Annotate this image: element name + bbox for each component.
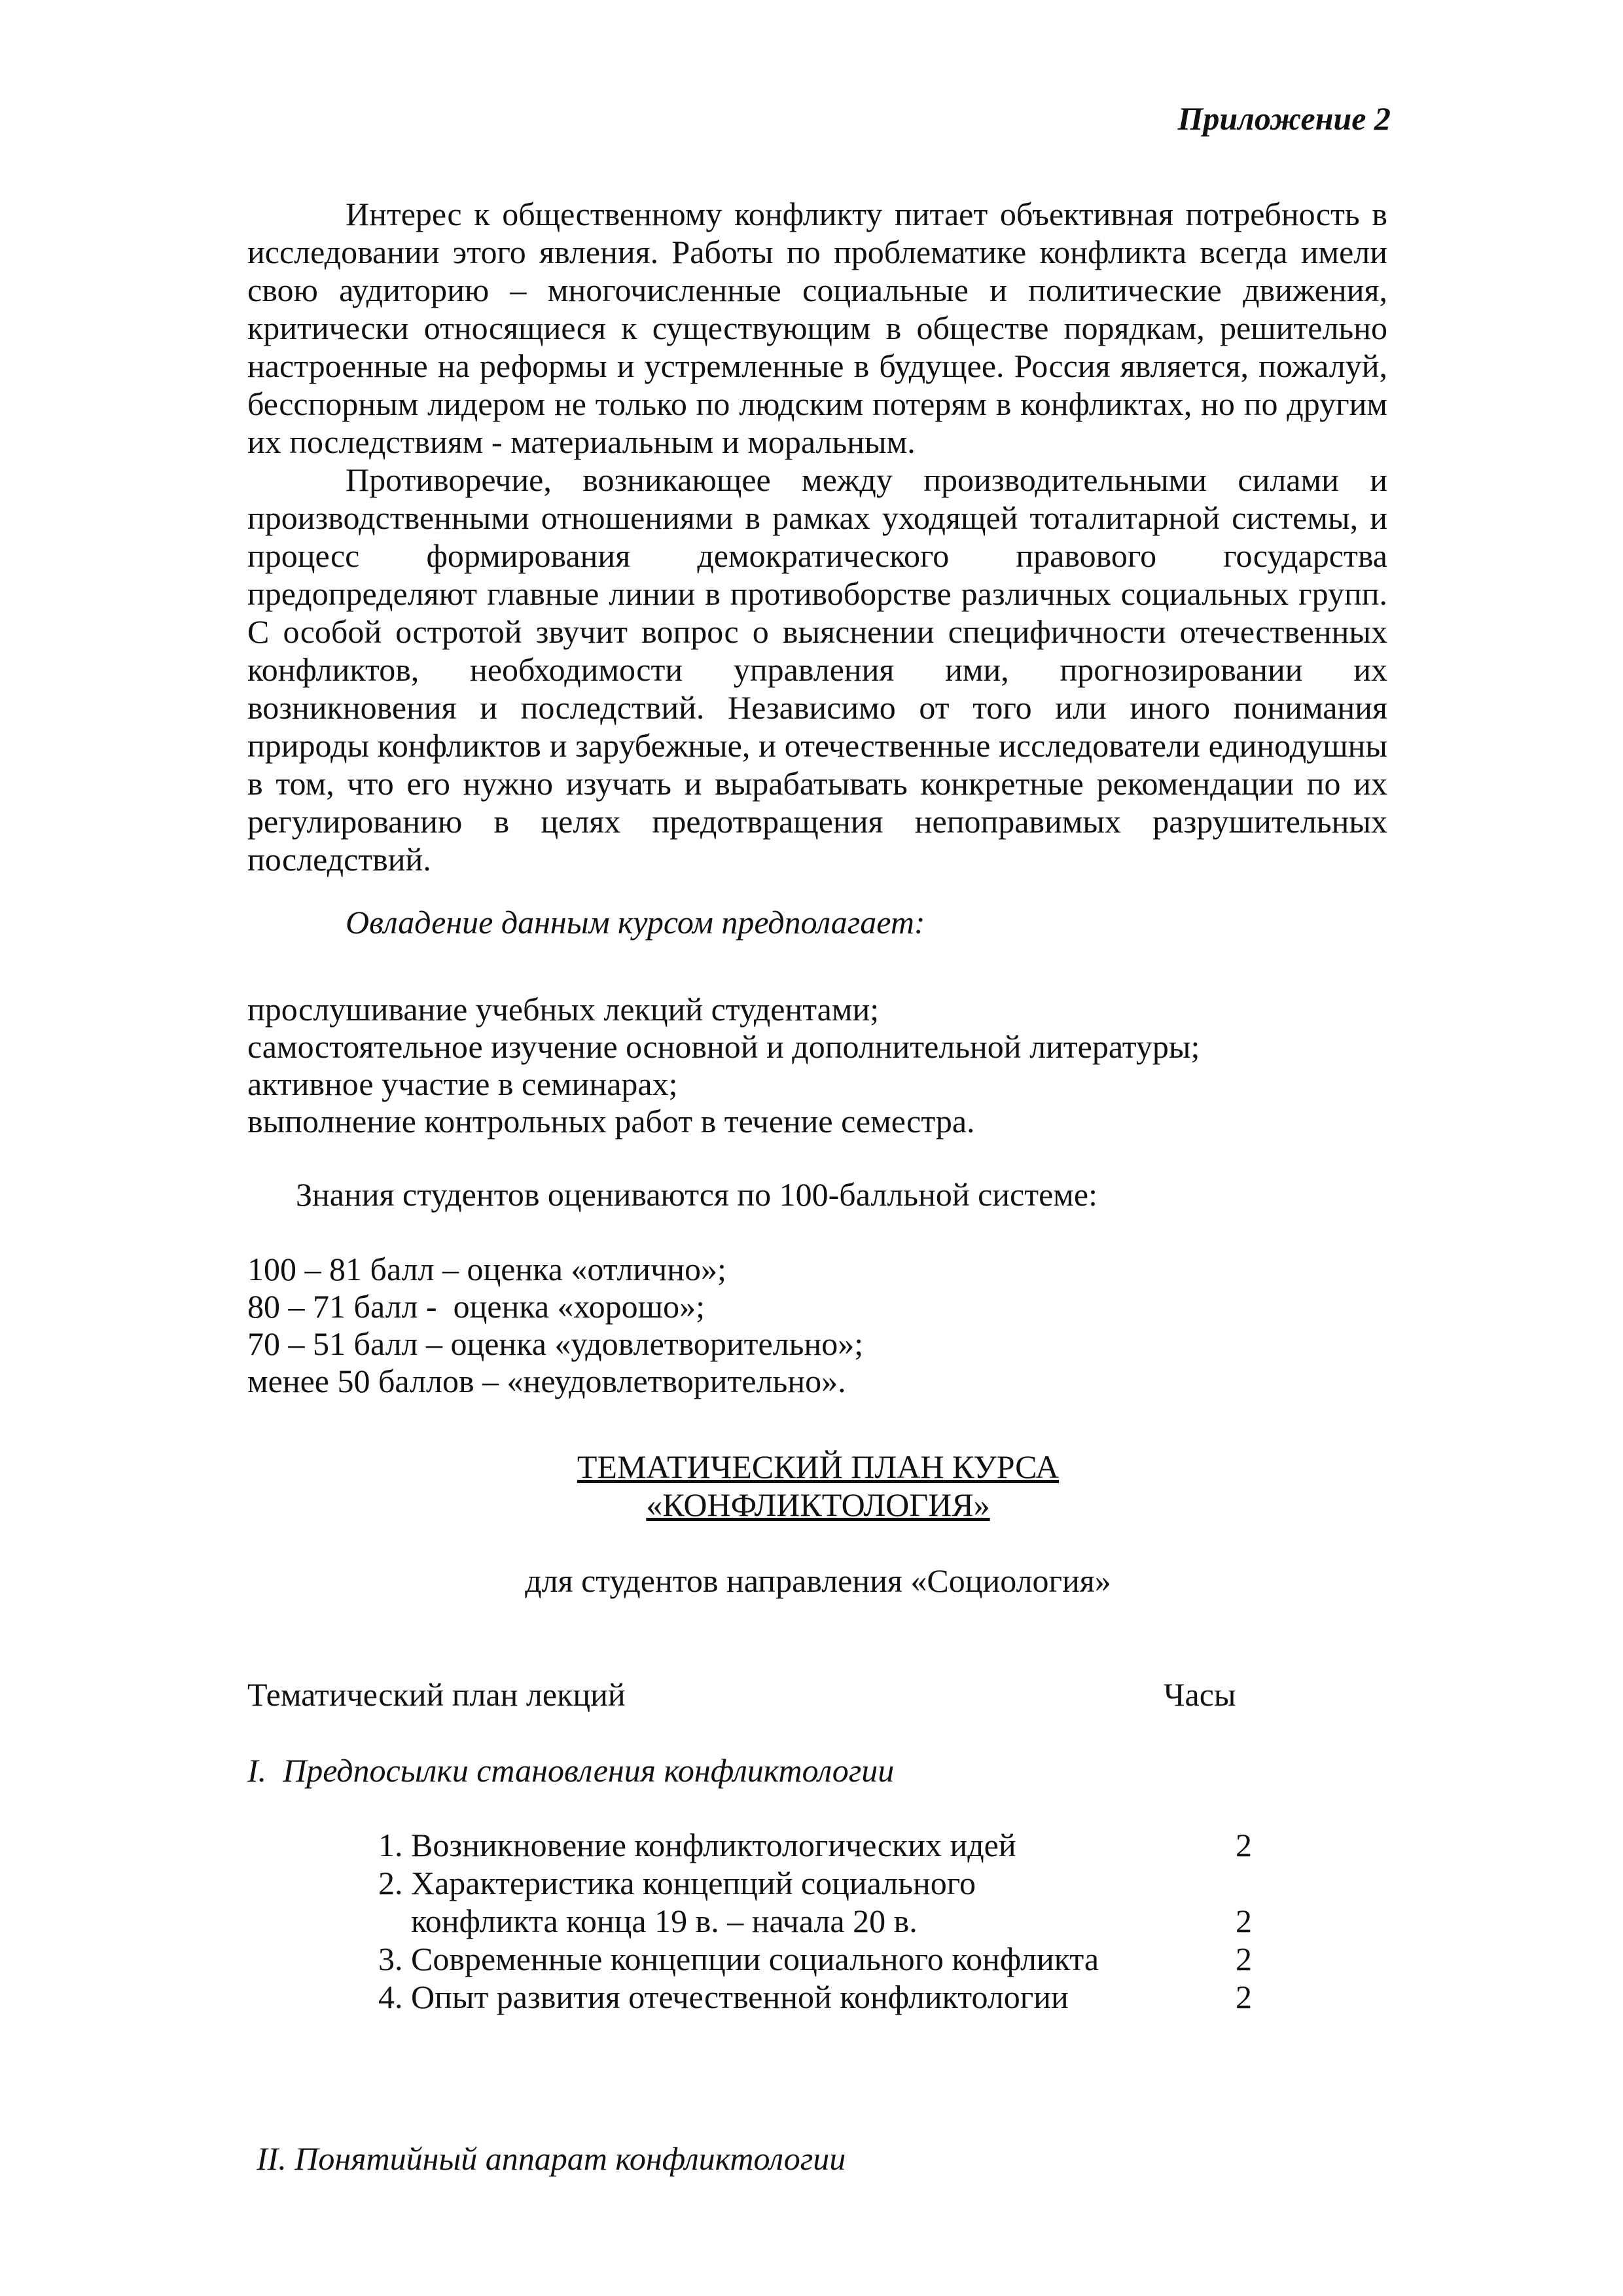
section-title-2: II. Понятийный аппарат конфликтологии xyxy=(257,2140,846,2177)
plan-audience: для студентов направления «Социология» xyxy=(525,1562,1111,1599)
activities-list xyxy=(247,991,1200,1140)
plan-title-line-2: «КОНФЛИКТОЛОГИЯ» xyxy=(646,1486,990,1523)
plan-title xyxy=(327,1448,1309,1524)
topic-row xyxy=(378,1864,1294,1902)
list-item: выполнение контрольных работ в течение семестра. xyxy=(247,1103,975,1139)
topic-label: 1. Возникновение конфликтологических идей xyxy=(378,1827,1016,1863)
column-header-topics: Тематический план лекций xyxy=(247,1676,626,1713)
topic-row xyxy=(378,1940,1294,1978)
topic-row-continuation xyxy=(378,1902,1294,1940)
grade-item: менее 50 баллов – «неудовлетворительно». xyxy=(247,1363,846,1399)
topic-row xyxy=(378,1978,1294,2016)
grading-scale xyxy=(247,1251,863,1400)
topic-label-continuation: конфликта конца 19 в. – начала 20 в. xyxy=(378,1903,918,1939)
topic-hours: 2 xyxy=(1236,1979,1252,2015)
grade-item: 100 – 81 балл – оценка «отлично»; xyxy=(247,1251,726,1287)
plan-title-line-1: ТЕМАТИЧЕСКИЙ ПЛАН КУРСА xyxy=(577,1448,1060,1485)
appendix-label: Приложение 2 xyxy=(1177,100,1391,137)
list-item: прослушивание учебных лекций студентами; xyxy=(247,991,880,1028)
list-item: активное участие в семинарах; xyxy=(247,1066,678,1102)
topic-hours: 2 xyxy=(1236,1941,1252,1977)
topic-label: 3. Современные концепции социального конфликта xyxy=(378,1941,1099,1977)
paragraph-1: Интерес к общественному конфликту питает объективная потребность в исследовании этого явления. Работы по проблематике конфликта всегда имели свою аудиторию – многочисленные социальные и политические движения, критически относящиеся к существующим в обществе порядкам, решительно настроенные на реформы и устремленные в будущее. Россия является, пожалуй, бесспорным лидером не только по людским потерям в конфликтах, но по другим их последствиям - материальным и моральным. xyxy=(247,196,1387,460)
topics-list xyxy=(378,1826,1294,2016)
list-item: самостоятельное изучение основной и дополнительной литературы; xyxy=(247,1028,1200,1065)
topic-label: 2. Характеристика концепций социального xyxy=(378,1865,976,1901)
course-intro: Овладение данным курсом предполагает: xyxy=(346,904,925,941)
paragraph-2: Противоречие, возникающее между производительными силами и производственными отношениями в рамках уходящей тоталитарной системы, и процесс формирования демократического правового государства предопределяют главные линии в противоборстве различных социальных групп. С особой остротой звучит вопрос о выяснении специфичности отечественных конфликтов, необходимости управления ими, прогнозировании их возникновения и последствий. Независимо от того или иного понимания природы конфликтов и зарубежные, и отечественные исследователи единодушны в том, что его нужно изучать и вырабатывать конкретные рекомендации по их регулированию в целях предотвращения непоправимых разрушительных последствий. xyxy=(247,461,1387,878)
section-title-1: I. Предпосылки становления конфликтологии xyxy=(247,1752,895,1789)
grade-item: 70 – 51 балл – оценка «удовлетворительно»; xyxy=(247,1325,864,1362)
topic-hours: 2 xyxy=(1236,1827,1252,1863)
grade-item: 80 – 71 балл - оценка «хорошо»; xyxy=(247,1288,705,1325)
main-text xyxy=(247,195,1387,878)
column-header-hours: Часы xyxy=(1164,1676,1236,1713)
grading-intro: Знания студентов оцениваются по 100-балльной системе: xyxy=(296,1176,1097,1213)
topic-label: 4. Опыт развития отечественной конфликтологии xyxy=(378,1979,1069,2015)
topic-row xyxy=(378,1826,1294,1864)
topic-hours: 2 xyxy=(1236,1903,1252,1939)
